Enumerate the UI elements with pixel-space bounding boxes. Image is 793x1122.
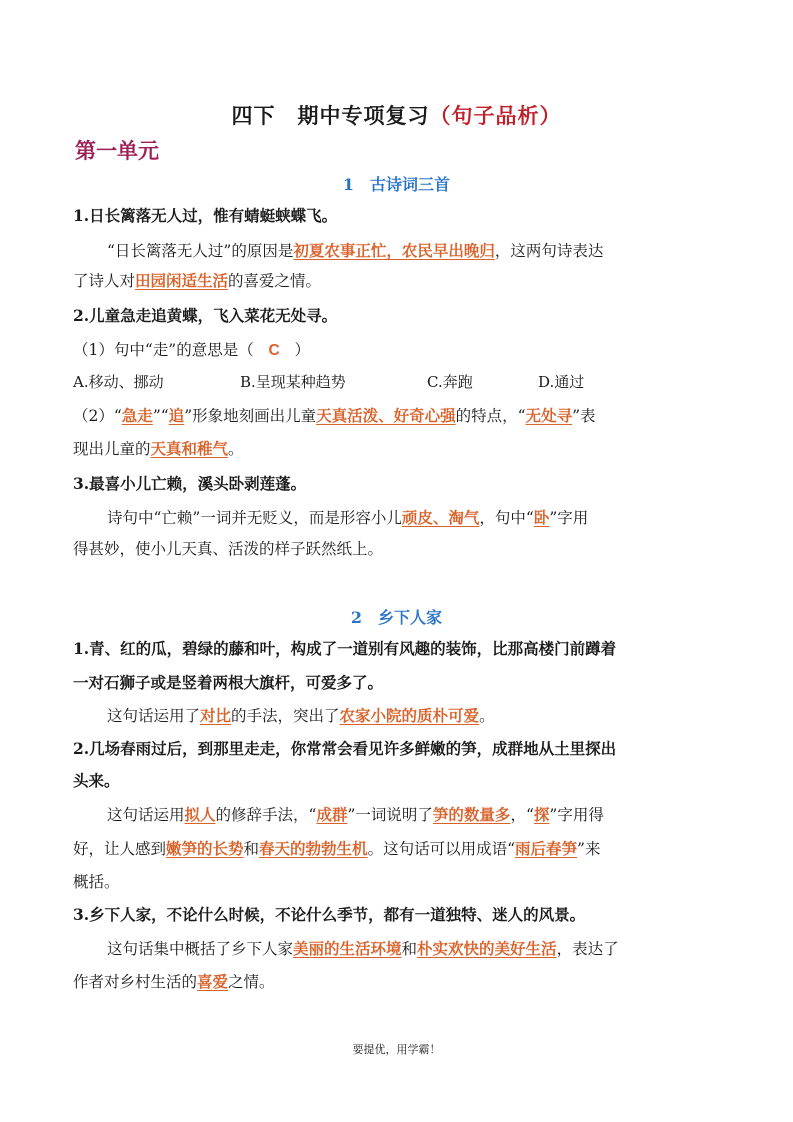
analysis-text: 概括。 bbox=[73, 873, 120, 891]
answer-blank: 春天的勃勃生机 bbox=[259, 839, 368, 858]
analysis-text: 好，让人感到嫩笋的长势和春天的勃勃生机。这句话可以用成语“雨后春笋”来 bbox=[73, 839, 601, 858]
question-sentence: 一对石狮子或是竖着两根大旗杆，可爱多了。 bbox=[73, 673, 384, 692]
answer-choice: C bbox=[268, 342, 280, 359]
sub-question: （1）句中“走”的意思是（ C ） bbox=[73, 341, 310, 359]
answer-blank: 卧 bbox=[533, 508, 550, 527]
option-c: C.奔跑 bbox=[427, 373, 473, 391]
answer-blank: 农家小院的质朴可爱 bbox=[339, 706, 480, 725]
lesson-heading-2: 2 乡下人家 bbox=[350, 608, 443, 627]
option-d: D.通过 bbox=[538, 373, 585, 391]
analysis-text: 作者对乡村生活的喜爱之情。 bbox=[73, 972, 275, 991]
answer-blank: 笋的数量多 bbox=[432, 805, 511, 824]
answer-blank: 嫩笋的长势 bbox=[166, 839, 244, 858]
answer-blank: 天真活泼、好奇心强 bbox=[316, 406, 456, 425]
answer-blank: 天真和稚气 bbox=[150, 439, 229, 458]
answer-blank: 无处寻 bbox=[525, 406, 573, 425]
page-footer: 要提优，用学霸！ bbox=[352, 1043, 441, 1056]
question-sentence: 3.最喜小儿亡赖，溪头卧剥莲蓬。 bbox=[73, 474, 307, 493]
page-title: 四下 期中专项复习（句子品析） bbox=[231, 103, 562, 128]
answer-blank: 追 bbox=[168, 406, 185, 425]
analysis-text: 这句话集中概括了乡下人家美丽的生活环境和朴实欢快的美好生活，表达了 bbox=[107, 939, 619, 958]
unit-heading: 第一单元 bbox=[75, 138, 159, 163]
answer-blank: 朴实欢快的美好生活 bbox=[417, 939, 557, 958]
question-sentence: 2.儿童急走追黄蝶，飞入菜花无处寻。 bbox=[73, 306, 338, 325]
answer-blank: 雨后春笋 bbox=[515, 839, 578, 858]
title-subtitle: （句子品析） bbox=[429, 103, 562, 128]
sub-question: （2）“急走”“追”形象地刻画出儿童天真活泼、好奇心强的特点，“无处寻”表 bbox=[73, 406, 596, 425]
analysis-text: 得甚妙，使小儿天真、活泼的样子跃然纸上。 bbox=[73, 540, 384, 558]
question-sentence: 2.几场春雨过后，到那里走走，你常常会看见许多鲜嫩的笋，成群地从土里探出 bbox=[73, 739, 617, 758]
lesson-heading-1: 1 古诗词三首 bbox=[342, 175, 451, 194]
analysis-text: “日长篱落无人过”的原因是初夏农事正忙，农民早出晚归，这两句诗表达 bbox=[107, 241, 604, 260]
answer-blank: 顽皮、淘气 bbox=[401, 508, 480, 527]
answer-blank: 美丽的生活环境 bbox=[293, 939, 402, 958]
answer-blank: 初夏农事正忙，农民早出晚归 bbox=[293, 241, 495, 260]
option-a: A.移动、挪动 bbox=[73, 373, 164, 391]
analysis-text: 这句话运用了对比的手法，突出了农家小院的质朴可爱。 bbox=[107, 706, 495, 725]
option-b: B.呈现某种趋势 bbox=[240, 373, 346, 391]
answer-blank: 探 bbox=[533, 805, 550, 824]
analysis-text: 这句话运用拟人的修辞手法，“成群”一词说明了笋的数量多，“探”字用得 bbox=[107, 805, 604, 824]
answer-blank: 对比 bbox=[200, 706, 232, 725]
question-sentence: 头来。 bbox=[73, 771, 120, 790]
answer-blank: 急走 bbox=[121, 406, 153, 425]
question-sentence: 3.乡下人家，不论什么时候，不论什么季节，都有一道独特、迷人的风景。 bbox=[73, 905, 586, 924]
answer-blank: 成群 bbox=[316, 805, 348, 824]
analysis-text: 了诗人对田园闲适生活的喜爱之情。 bbox=[73, 271, 322, 290]
sub-question: 现出儿童的天真和稚气。 bbox=[73, 439, 244, 458]
analysis-text: 诗句中“亡赖”一词并无贬义，而是形容小儿顽皮、淘气，句中“卧”字用 bbox=[107, 508, 589, 527]
answer-blank: 喜爱 bbox=[197, 972, 229, 991]
answer-blank: 拟人 bbox=[184, 805, 216, 824]
question-sentence: 1.日长篱落无人过，惟有蜻蜓蛱蝶飞。 bbox=[73, 206, 338, 225]
question-sentence: 1.青、红的瓜，碧绿的藤和叶，构成了一道别有风趣的装饰，比那高楼门前蹲着 bbox=[73, 639, 617, 658]
answer-blank: 田园闲适生活 bbox=[135, 271, 229, 290]
